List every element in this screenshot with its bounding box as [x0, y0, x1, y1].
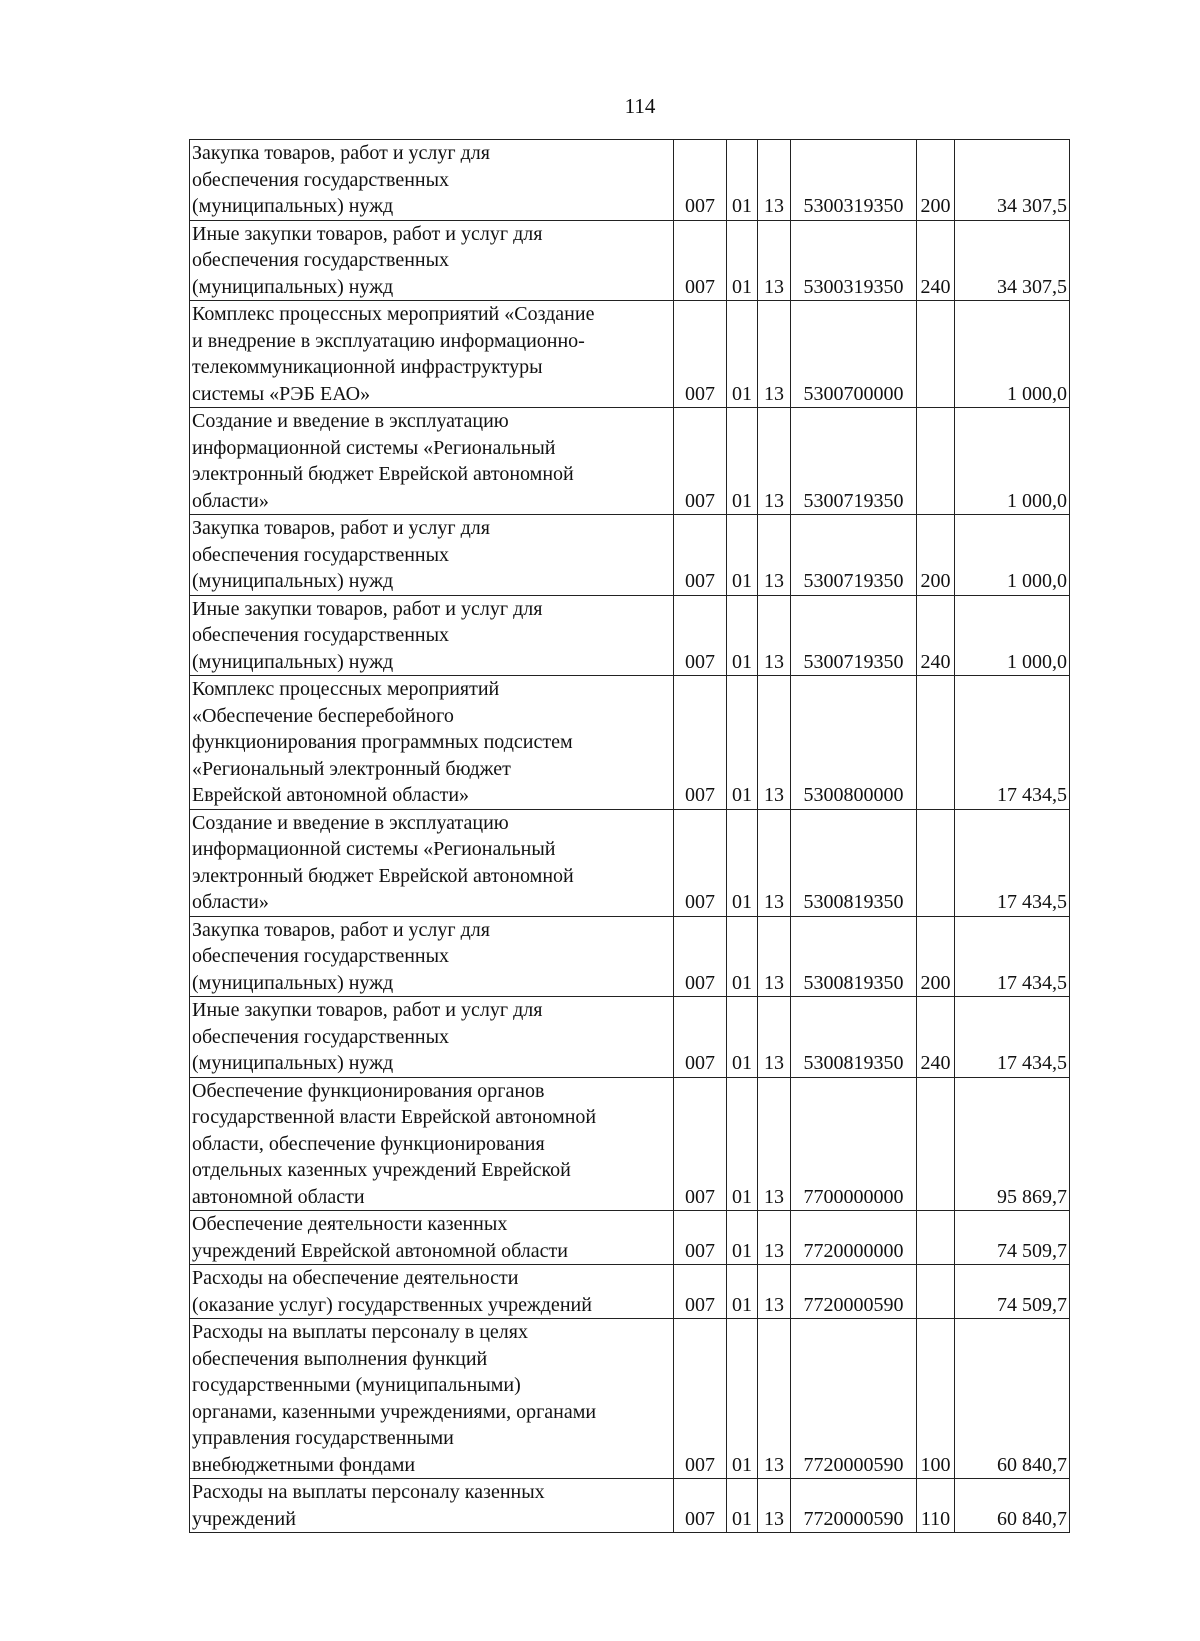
- ministry-code-cell: 007: [674, 301, 727, 408]
- target-article-cell: 7720000000: [791, 1211, 917, 1265]
- expense-type-cell: [917, 408, 955, 515]
- section-code-cell: 01: [727, 676, 758, 810]
- expense-name-cell: Иные закупки товаров, работ и услуг для обеспечения государственных (муниципальных) нужд: [190, 595, 674, 676]
- amount-cell: 17 434,5: [955, 997, 1070, 1078]
- amount-cell: 1 000,0: [955, 301, 1070, 408]
- expense-name-cell: Расходы на выплаты персоналу в целях обеспечения выполнения функций государственными (муниципальными) органами, казенными учреждениями, органами управления государственными внебюджетными фондами: [190, 1319, 674, 1479]
- table-row: [190, 916, 1070, 997]
- ministry-code-cell: 007: [674, 1319, 727, 1479]
- table-row: [190, 408, 1070, 515]
- expense-type-cell: 200: [917, 140, 955, 221]
- table-row: [190, 1319, 1070, 1479]
- section-code-cell: 01: [727, 140, 758, 221]
- ministry-code-cell: 007: [674, 676, 727, 810]
- ministry-code-cell: 007: [674, 1211, 727, 1265]
- amount-cell: 74 509,7: [955, 1265, 1070, 1319]
- section-code-cell: 01: [727, 1265, 758, 1319]
- target-article-cell: 5300700000: [791, 301, 917, 408]
- expense-type-cell: [917, 809, 955, 916]
- amount-cell: 17 434,5: [955, 809, 1070, 916]
- ministry-code-cell: 007: [674, 220, 727, 301]
- expense-type-cell: 100: [917, 1319, 955, 1479]
- expense-type-cell: [917, 301, 955, 408]
- ministry-code-cell: 007: [674, 1265, 727, 1319]
- table-row: [190, 997, 1070, 1078]
- ministry-code-cell: 007: [674, 1077, 727, 1211]
- expense-type-cell: 110: [917, 1479, 955, 1533]
- ministry-code-cell: 007: [674, 916, 727, 997]
- expense-name-cell: Расходы на выплаты персоналу казенных учреждений: [190, 1479, 674, 1533]
- section-code-cell: 01: [727, 809, 758, 916]
- section-code-cell: 01: [727, 595, 758, 676]
- ministry-code-cell: 007: [674, 515, 727, 596]
- target-article-cell: 7700000000: [791, 1077, 917, 1211]
- section-code-cell: 01: [727, 1479, 758, 1533]
- section-code-cell: 01: [727, 408, 758, 515]
- table-row: [190, 1077, 1070, 1211]
- section-code-cell: 01: [727, 1077, 758, 1211]
- table-row: [190, 1265, 1070, 1319]
- target-article-cell: 5300319350: [791, 220, 917, 301]
- subsection-code-cell: 13: [758, 220, 791, 301]
- amount-cell: 34 307,5: [955, 220, 1070, 301]
- table-row: [190, 676, 1070, 810]
- target-article-cell: 5300819350: [791, 997, 917, 1078]
- section-code-cell: 01: [727, 916, 758, 997]
- page-number: 114: [624, 94, 656, 118]
- ministry-code-cell: 007: [674, 595, 727, 676]
- expense-type-cell: 200: [917, 916, 955, 997]
- expense-name-cell: Создание и введение в эксплуатацию информационной системы «Региональный электронный бюджет Еврейской автономной области»: [190, 809, 674, 916]
- budget-table-body: [190, 140, 1070, 1533]
- expense-name-cell: Закупка товаров, работ и услуг для обеспечения государственных (муниципальных) нужд: [190, 916, 674, 997]
- target-article-cell: 5300819350: [791, 809, 917, 916]
- expense-name-cell: Закупка товаров, работ и услуг для обеспечения государственных (муниципальных) нужд: [190, 140, 674, 221]
- section-code-cell: 01: [727, 515, 758, 596]
- target-article-cell: 5300719350: [791, 408, 917, 515]
- target-article-cell: 7720000590: [791, 1319, 917, 1479]
- target-article-cell: 7720000590: [791, 1265, 917, 1319]
- subsection-code-cell: 13: [758, 809, 791, 916]
- subsection-code-cell: 13: [758, 1265, 791, 1319]
- subsection-code-cell: 13: [758, 1211, 791, 1265]
- subsection-code-cell: 13: [758, 1077, 791, 1211]
- target-article-cell: 7720000590: [791, 1479, 917, 1533]
- subsection-code-cell: 13: [758, 1479, 791, 1533]
- expense-type-cell: [917, 1211, 955, 1265]
- subsection-code-cell: 13: [758, 408, 791, 515]
- target-article-cell: 5300800000: [791, 676, 917, 810]
- table-row: [190, 515, 1070, 596]
- amount-cell: 17 434,5: [955, 676, 1070, 810]
- section-code-cell: 01: [727, 220, 758, 301]
- ministry-code-cell: 007: [674, 1479, 727, 1533]
- section-code-cell: 01: [727, 1211, 758, 1265]
- subsection-code-cell: 13: [758, 515, 791, 596]
- section-code-cell: 01: [727, 997, 758, 1078]
- budget-table: [189, 139, 1070, 1533]
- expense-name-cell: Иные закупки товаров, работ и услуг для обеспечения государственных (муниципальных) нужд: [190, 997, 674, 1078]
- expense-type-cell: [917, 676, 955, 810]
- subsection-code-cell: 13: [758, 676, 791, 810]
- expense-type-cell: 240: [917, 595, 955, 676]
- ministry-code-cell: 007: [674, 997, 727, 1078]
- amount-cell: 17 434,5: [955, 916, 1070, 997]
- amount-cell: 95 869,7: [955, 1077, 1070, 1211]
- ministry-code-cell: 007: [674, 408, 727, 515]
- expense-name-cell: Расходы на обеспечение деятельности (оказание услуг) государственных учреждений: [190, 1265, 674, 1319]
- subsection-code-cell: 13: [758, 997, 791, 1078]
- subsection-code-cell: 13: [758, 1319, 791, 1479]
- ministry-code-cell: 007: [674, 809, 727, 916]
- amount-cell: 1 000,0: [955, 595, 1070, 676]
- amount-cell: 1 000,0: [955, 408, 1070, 515]
- expense-name-cell: Обеспечение функционирования органов государственной власти Еврейской автономной области, обеспечение функционирования отдельных казенных учреждений Еврейской автономной области: [190, 1077, 674, 1211]
- amount-cell: 1 000,0: [955, 515, 1070, 596]
- table-row: [190, 1211, 1070, 1265]
- expense-type-cell: 240: [917, 997, 955, 1078]
- expense-name-cell: Создание и введение в эксплуатацию информационной системы «Региональный электронный бюджет Еврейской автономной области»: [190, 408, 674, 515]
- amount-cell: 34 307,5: [955, 140, 1070, 221]
- target-article-cell: 5300819350: [791, 916, 917, 997]
- expense-name-cell: Иные закупки товаров, работ и услуг для обеспечения государственных (муниципальных) нужд: [190, 220, 674, 301]
- table-row: [190, 595, 1070, 676]
- target-article-cell: 5300319350: [791, 140, 917, 221]
- target-article-cell: 5300719350: [791, 515, 917, 596]
- target-article-cell: 5300719350: [791, 595, 917, 676]
- expense-type-cell: [917, 1077, 955, 1211]
- expense-name-cell: Обеспечение деятельности казенных учреждений Еврейской автономной области: [190, 1211, 674, 1265]
- expense-name-cell: Комплекс процессных мероприятий «Создание и внедрение в эксплуатацию информационно- телекоммуникационной инфраструктуры системы «РЭБ ЕАО»: [190, 301, 674, 408]
- subsection-code-cell: 13: [758, 301, 791, 408]
- expense-name-cell: Закупка товаров, работ и услуг для обеспечения государственных (муниципальных) нужд: [190, 515, 674, 596]
- table-row: [190, 809, 1070, 916]
- table-row: [190, 301, 1070, 408]
- section-code-cell: 01: [727, 1319, 758, 1479]
- expense-name-cell: Комплекс процессных мероприятий «Обеспечение бесперебойного функционирования программных подсистем «Региональный электронный бюджет Еврейской автономной области»: [190, 676, 674, 810]
- expense-type-cell: 200: [917, 515, 955, 596]
- expense-type-cell: [917, 1265, 955, 1319]
- subsection-code-cell: 13: [758, 140, 791, 221]
- amount-cell: 60 840,7: [955, 1319, 1070, 1479]
- amount-cell: 60 840,7: [955, 1479, 1070, 1533]
- subsection-code-cell: 13: [758, 595, 791, 676]
- ministry-code-cell: 007: [674, 140, 727, 221]
- amount-cell: 74 509,7: [955, 1211, 1070, 1265]
- table-row: [190, 1479, 1070, 1533]
- subsection-code-cell: 13: [758, 916, 791, 997]
- expense-type-cell: 240: [917, 220, 955, 301]
- section-code-cell: 01: [727, 301, 758, 408]
- table-row: [190, 140, 1070, 221]
- table-row: [190, 220, 1070, 301]
